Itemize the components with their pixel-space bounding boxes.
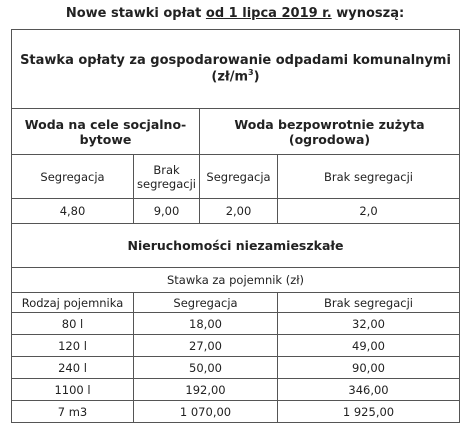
price-segregation: 50,00 (134, 357, 278, 379)
table-row (12, 401, 460, 423)
residential-title: Stawka opłaty za gospodarowanie odpadami komunalnymi $(zł/m^3)$ (12, 30, 460, 109)
rate-label: Stawka za pojemnik (zł) (12, 268, 460, 293)
price-segregation: 192,00 (134, 379, 278, 401)
value-cell: 9,00 (134, 199, 200, 224)
header-garden-water: Woda bezpowrotnie zużyta (ogrodowa) (200, 109, 460, 155)
price-segregation: 1 070,00 (134, 401, 278, 423)
page-heading (0, 6, 470, 21)
price-no-segregation: 1 925,00 (278, 401, 460, 423)
price-no-segregation: 49,00 (278, 335, 460, 357)
container-size: 80 l (12, 313, 134, 335)
subheader-segregation: Segregacja (200, 155, 278, 199)
column-header: Brak segregacji (278, 293, 460, 313)
price-no-segregation: 32,00 (278, 313, 460, 335)
container-size: 7 m3 (12, 401, 134, 423)
table-row (12, 357, 460, 379)
price-no-segregation: 90,00 (278, 357, 460, 379)
value-cell: 2,00 (200, 199, 278, 224)
header-social-water: Woda na cele socjalno-bytowe (12, 109, 200, 155)
column-header: Rodzaj pojemnika (12, 293, 134, 313)
heading-prefix: Nowe stawki opłat (65, 6, 202, 21)
price-segregation: 27,00 (134, 335, 278, 357)
container-size: 120 l (12, 335, 134, 357)
container-size: 240 l (12, 357, 134, 379)
subheader-segregation: Segregacja (12, 155, 134, 199)
rates-table (11, 29, 460, 423)
table-row (12, 379, 460, 401)
table-row (12, 313, 460, 335)
price-no-segregation: 346,00 (278, 379, 460, 401)
value-cell: 4,80 (12, 199, 134, 224)
table-row (12, 335, 460, 357)
subheader-no-segregation: Brak segregacji (134, 155, 200, 199)
value-cell: 2,0 (278, 199, 460, 224)
heading-date: od 1 lipca 2019 r. (205, 6, 332, 21)
column-header: Segregacja (134, 293, 278, 313)
subheader-no-segregation: Brak segregacji (278, 155, 460, 199)
container-size: 1100 l (12, 379, 134, 401)
nonresidential-title: Nieruchomości niezamieszkałe (12, 224, 460, 268)
price-segregation: 18,00 (134, 313, 278, 335)
heading-suffix: wynoszą: (336, 6, 405, 21)
